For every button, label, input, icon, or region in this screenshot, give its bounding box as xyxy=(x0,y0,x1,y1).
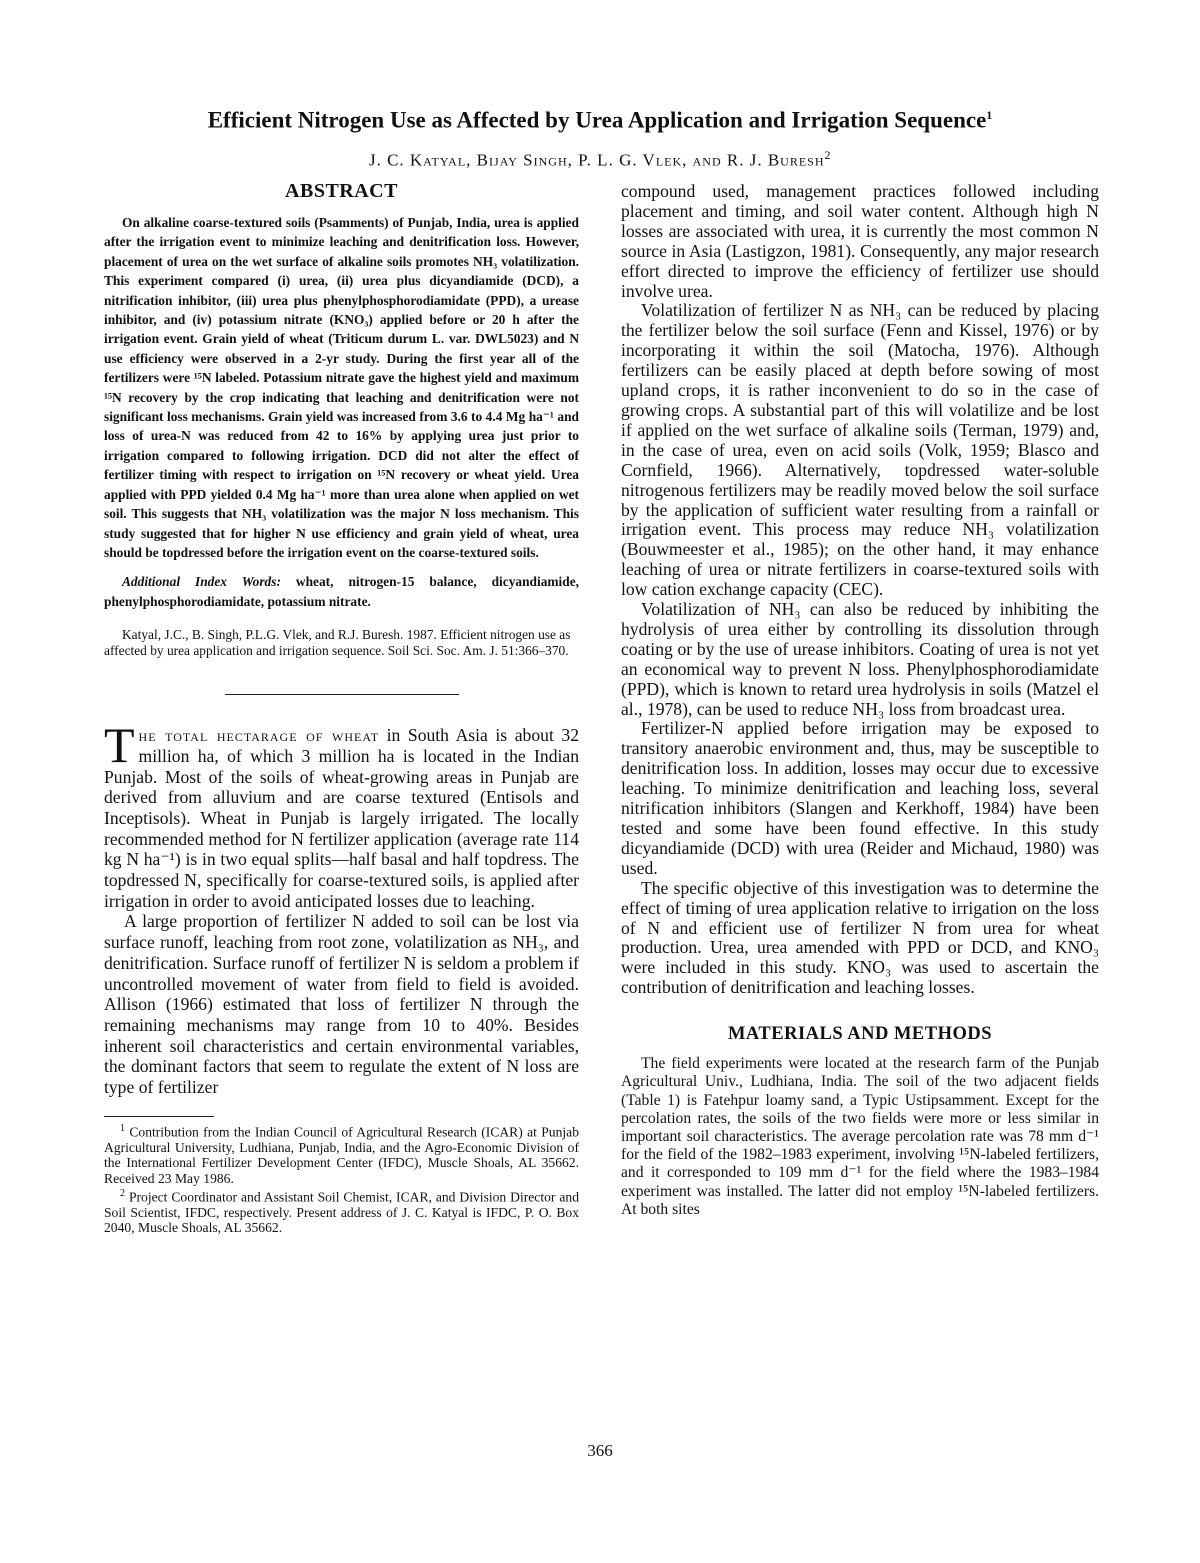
title-footnote-mark: 1 xyxy=(986,108,993,122)
right-paragraph-2: Volatilization of NH₃ can also be reduced by inhibiting the hydrolysis of urea either by controlling its dissolution through coating or by the use of urease inhibitors. Coating of urea is not yet an economical way to prevent N loss. Phenylphosphorodiamidate (PPD), which is known to retard urea hydrolysis in soils (Matzel el al., 1978), can be used to reduce NH₃ loss from broadcast urea. xyxy=(621,599,1099,719)
footnote-2 xyxy=(104,1186,579,1236)
section-divider xyxy=(225,694,459,695)
paper-title xyxy=(100,100,1100,136)
intro-paragraph-2: A large proportion of fertilizer N added to soil can be lost via surface runoff, leaching from root zone, volatilization as NH₃, and denitrification. Surface runoff of fertilizer N is seldom a problem if uncontrolled movement of water from field to field is avoided. Allison (1966) estimated that loss of fertilizer N through the remaining mechanisms may range from 10 to 40%. Besides inherent soil characteristics and certain environmental variables, the dominant factors that seem to regulate the extent of N loss are type of fertilizer xyxy=(104,911,579,1098)
left-column xyxy=(104,180,579,1236)
footnote-2-text: Project Coordinator and Assistant Soil Chemist, ICAR, and Division Director and Soil Scientist, IFDC, respectively. Present address of J. C. Katyal is IFDC, P. O. Box 2040, Muscle Shoals, AL 35662. xyxy=(104,1189,579,1236)
page-number: 366 xyxy=(587,1441,613,1460)
right-paragraph-3: Fertilizer-N applied before irrigation may be exposed to transitory anaerobic environment and, thus, may be susceptible to denitrification loss. In addition, losses may occur due to excessive leaching. To minimize denitrification and leaching loss, several nitrification inhibitors (Slangen and Kerkhoff, 1984) have been tested and some have been found effective. In this study dicyandiamide (DCD) with urea (Reider and Michaud, 1980) was used. xyxy=(621,718,1099,878)
citation: Katyal, J.C., B. Singh, P.L.G. Vlek, and R.J. Buresh. 1987. Efficient nitrogen use as affected by urea application and irrigation sequence. Soil Sci. Soc. Am. J. 51:366–370. xyxy=(104,627,571,658)
intro-paragraph-1 xyxy=(104,717,580,911)
right-paragraph-0: compound used, management practices followed including placement and timing, and soil water content. Although high N losses are associated with urea, it is currently the most common N source in Asia (Lastigzon, 1981). Consequently, any major research effort directed to improve the efficiency of fertilizer use should involve urea. xyxy=(621,181,1099,301)
index-words-label: Additional Index Words: xyxy=(122,574,281,590)
index-words xyxy=(104,572,579,611)
title-text: Efficient Nitrogen Use as Affected by Urea Application and Irrigation Sequence xyxy=(207,107,987,133)
footnote-1-mark: 1 xyxy=(120,1122,125,1134)
abstract-text: On alkaline coarse-textured soils (Psamments) of Punjab, India, urea is applied after the irrigation event to minimize leaching and denitrification loss. However, placement of urea on the wet surface of alkaline soils promotes NH₃ volatilization. This experiment compared (i) urea, (ii) urea plus dicyandiamide (DCD), a nitrification inhibitor, (iii) urea plus phenylphosphorodiamidate (PPD), a urease inhibitor, and (iv) potassium nitrate (KNO₃) applied before or 20 h after the irrigation event. Grain yield of wheat (Triticum durum L. var. DWL5023) and N use efficiency were observed in a 2-yr study. During the first year all of the fertilizers were ¹⁵N labeled. Potassium nitrate gave the highest yield and maximum ¹⁵N recovery by the crop indicating that leaching and denitrification were not significant loss mechanisms. Grain yield was increased from 3.6 to 4.4 Mg ha⁻¹ and loss of urea-N was reduced from 42 to 16% by applying urea just prior to irrigation compared to following irrigation. DCD did not alter the effect of fertilizer timing with respect to irrigation on ¹⁵N recovery or wheat yield. Urea applied with PPD yielded 0.4 Mg ha⁻¹ more than urea alone when applied on wet soil. This suggests that NH₃ volatilization was the major N loss mechanism. This study suggested that for higher N use efficiency and grain yield of wheat, urea should be topdressed before the irrigation event on the coarse-textured soils. xyxy=(104,215,579,560)
intro-p1-text: in South Asia is about 32 million ha, of which 3 million ha is located in the Indian Punjab. Most of the soils of wheat-growing areas in Punjab are derived from alluvium and are coarse textured (Entisols and Inceptisols). Wheat in Punjab is largely irrigated. The locally recommended method for N fertilizer application (average rate 114 kg N ha⁻¹) is in two equal splits—half basal and half topdress. The topdressed N, specifically for coarse-textured soils, is applied after irrigation in order to avoid anticipated losses due to leaching. xyxy=(104,725,580,911)
abstract-heading: ABSTRACT xyxy=(285,180,398,202)
footnote-rule xyxy=(104,1116,214,1117)
materials-methods-heading: MATERIALS AND METHODS xyxy=(727,1024,993,1045)
materials-methods-text: The field experiments were located at the research farm of the Punjab Agricultural Univ., Ludhiana, India. The soil of the two adjacent fields (Table 1) is Fatehpur loamy sand, a Typic Ustipsamment. Except for the percolation rates, the soils of the two fields were more or less similar in important soil characteristics. The average percolation rate was 78 mm d⁻¹ for the field of the 1982–1983 experiment, involving ¹⁵N-labeled fertilizers, and it corresponded to 109 mm d⁻¹ for the field where the 1983–1984 experiment was installed. The latter did not employ ¹⁵N-labeled fertilizers. At both sites xyxy=(621,1055,1099,1218)
right-paragraph-1: Volatilization of fertilizer N as NH₃ can be reduced by placing the fertilizer below the soil surface (Fenn and Kissel, 1976) or by incorporating it within the soil (Matocha, 1976). Although fertilizers can be easily placed at depth before sowing of most upland crops, it is rather inconvenient to do so in the case of growing crops. A substantial part of this will volatilize and be lost if applied on the wet surface of alkaline soils (Terman, 1979) and, in the case of urea, even on acid soils (Volk, 1959; Blasco and Cornfield, 1966). Alternatively, topdressed water-soluble nitrogenous fertilizers may be readily moved below the soil surface by the application of sufficient water resulting from a rainfall or irrigation event. This process may reduce NH₃ volatilization (Bouwmeester et al., 1985); on the other hand, it may enhance leaching of urea or nitrate fertilizers in coarse-textured soils with low cation exchange capacity (CEC). xyxy=(621,300,1099,600)
right-paragraph-4: The specific objective of this investigation was to determine the effect of timing of urea application relative to irrigation on the loss of N and efficient use of fertilizer N from urea for wheat production. Urea, urea amended with PPD or DCD, and KNO₃ were included in this study. KNO₃ was used to ascertain the contribution of denitrification and leaching losses. xyxy=(621,877,1099,998)
intro-smallcaps: he total hectarage of wheat xyxy=(138,725,380,746)
right-column xyxy=(621,182,1099,1219)
authors-footnote-mark: 2 xyxy=(824,148,832,162)
author-list xyxy=(100,148,1100,171)
authors-text: J. C. Katyal, Bijay Singh, P. L. G. Vlek, and R. J. Buresh xyxy=(368,150,825,170)
footnote-2-mark: 2 xyxy=(120,1187,125,1199)
drop-cap: T xyxy=(104,717,135,774)
footnote-1-text: Contribution from the Indian Council of Agricultural Research (ICAR) at Punjab Agricultural University, Ludhiana, Punjab, India, and the Agro-Economic Division of the International Fertilizer Development Center (IFDC), Muscle Shoals, AL 35662. Received 23 May 1986. xyxy=(104,1124,579,1186)
footnote-1 xyxy=(104,1121,579,1186)
index-words-text: wheat, nitrogen-15 balance, dicyandiamide, phenylphosphorodiamidate, potassium nitrate. xyxy=(104,574,580,609)
